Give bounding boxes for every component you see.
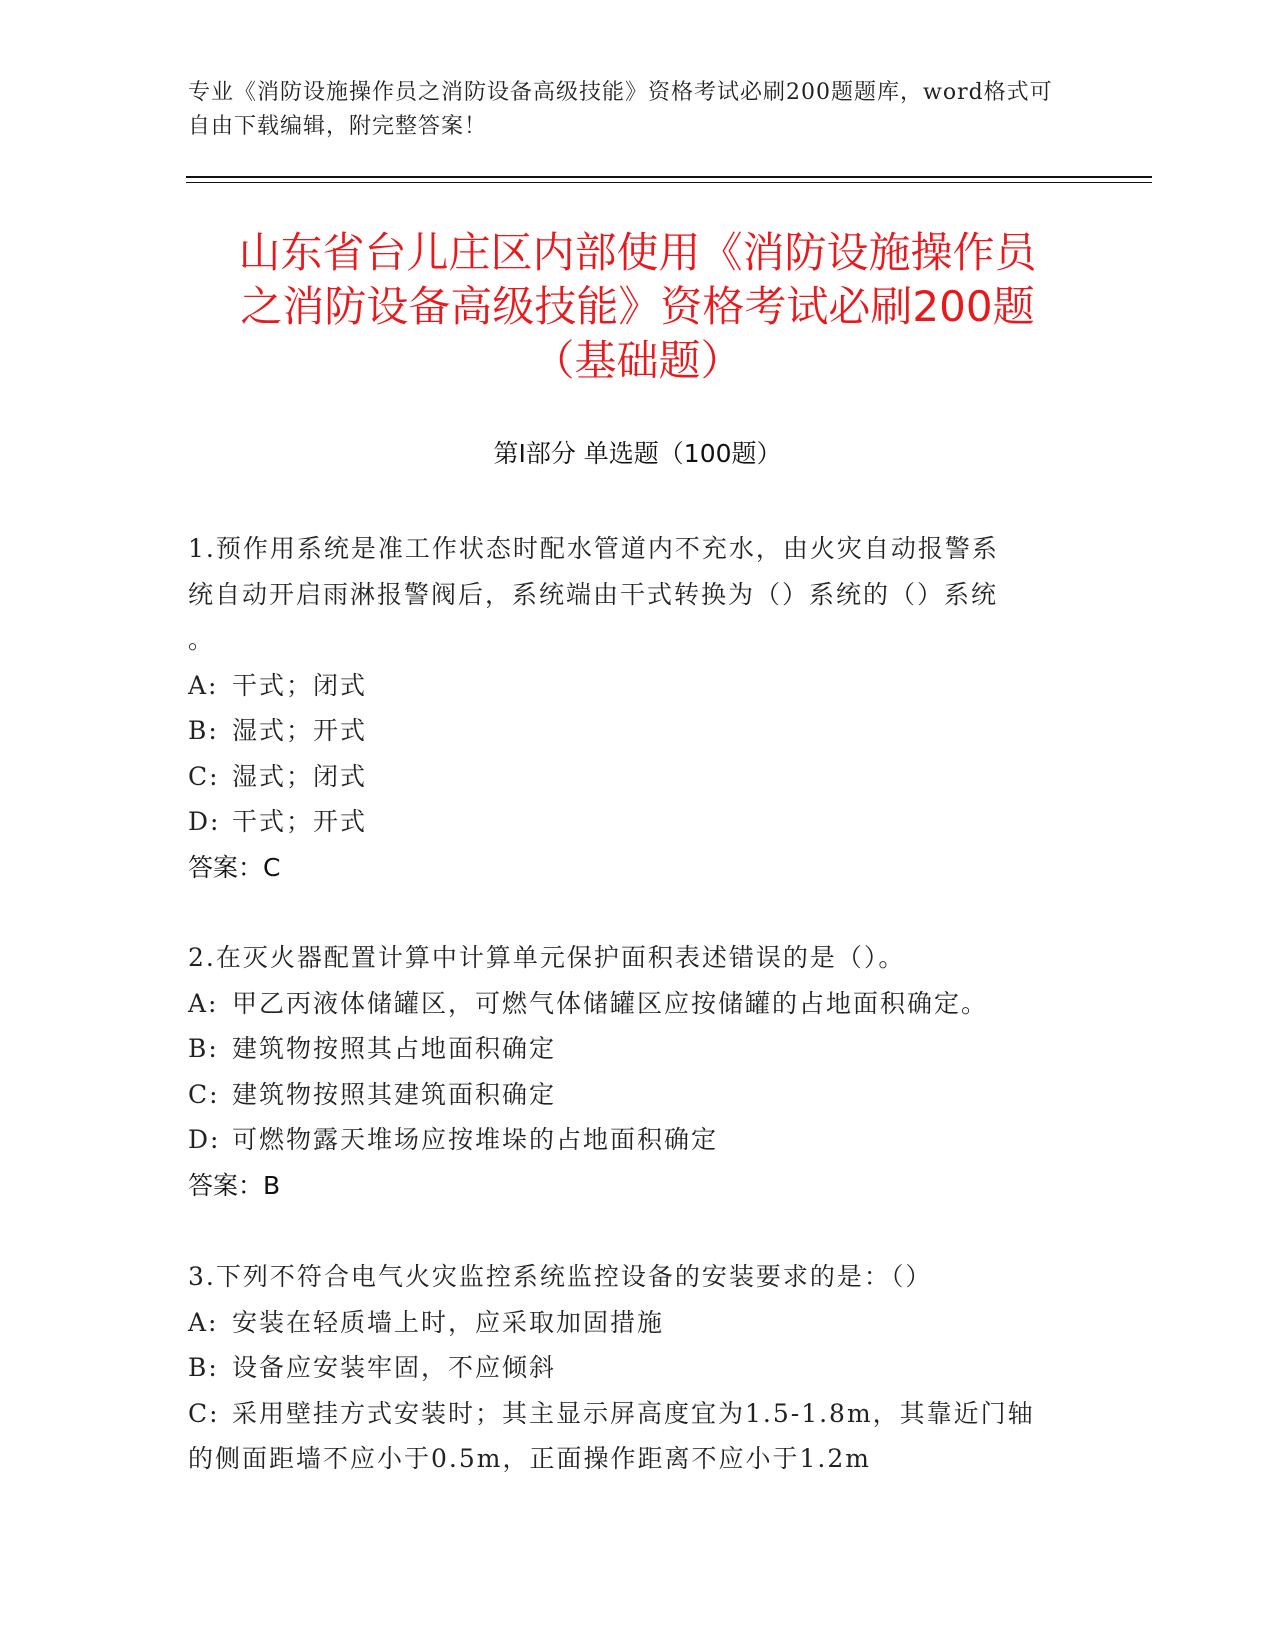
option-key: C: <box>188 761 220 791</box>
option-key: B: <box>188 716 219 745</box>
option-c <box>188 754 1073 800</box>
section-title: 第Ⅰ部分 单选题（100题） <box>493 439 782 468</box>
option-key: B: <box>188 1353 219 1382</box>
title-line-3: （基础题） <box>532 336 743 385</box>
option-key: A: <box>188 670 219 700</box>
answer: 答案：C <box>188 852 281 882</box>
option-text: 湿式；闭式 <box>232 761 368 791</box>
option-key: C: <box>188 1079 220 1109</box>
option-b <box>188 1026 1073 1072</box>
document-title <box>150 226 1125 388</box>
option-text: 采用壁挂方式安装时；其主显示屏高度宜为1.5-1.8m，其靠近门轴 <box>232 1398 1035 1428</box>
question-2 <box>188 935 1073 1208</box>
answer: 答案：B <box>188 1170 281 1200</box>
header-note: 专业《消防设施操作员之消防设备高级技能》资格考试必刷200题题库，word格式可自由下载编辑，附完整答案！ <box>188 80 1053 139</box>
header-rule-thick <box>186 176 1152 178</box>
option-c <box>188 1072 1073 1118</box>
option-key: C: <box>188 1398 220 1428</box>
option-b <box>188 1345 1073 1391</box>
option-text: 安装在轻质墙上时，应采取加固措施 <box>232 1307 665 1337</box>
option-key: B: <box>188 1034 219 1063</box>
option-a <box>188 663 1073 709</box>
option-text: 湿式；开式 <box>232 716 368 745</box>
question-stem-line: 3.下列不符合电气火灾监控系统监控设备的安装要求的是：（） <box>188 1262 933 1291</box>
option-a <box>188 981 1073 1027</box>
question-stem-line: 。 <box>188 625 216 654</box>
option-text: 甲乙丙液体储罐区，可燃气体储罐区应按储罐的占地面积确定。 <box>232 988 989 1018</box>
title-line-2: 之消防设备高级技能》资格考试必刷200题 <box>240 282 1035 331</box>
title-line-1: 山东省台儿庄区内部使用《消防设施操作员 <box>238 228 1037 277</box>
option-d <box>188 1117 1073 1163</box>
question-1 <box>188 526 1073 890</box>
option-key: D: <box>188 1125 221 1154</box>
option-c <box>188 1391 1073 1437</box>
option-text: 干式；开式 <box>232 807 368 836</box>
question-stem-line: 统自动开启雨淋报警阀后，系统端由干式转换为（）系统的（）系统 <box>188 579 999 609</box>
option-text: 可燃物露天堆场应按堆垛的占地面积确定 <box>232 1125 719 1154</box>
option-text: 干式；闭式 <box>232 670 368 700</box>
option-key: D: <box>188 807 221 836</box>
header-rule-thin <box>186 182 1152 183</box>
question-stem-line: 1.预作用系统是准工作状态时配水管道内不充水，由火灾自动报警系 <box>188 534 999 563</box>
option-d <box>188 799 1073 845</box>
option-key: A: <box>188 988 219 1018</box>
question-3 <box>188 1254 1073 1482</box>
option-text: 建筑物按照其占地面积确定 <box>232 1034 557 1063</box>
option-a <box>188 1300 1073 1346</box>
option-b <box>188 708 1073 754</box>
option-key: A: <box>188 1307 219 1337</box>
question-stem-line: 2.在灭火器配置计算中计算单元保护面积表述错误的是（）。 <box>188 943 906 972</box>
option-text: 建筑物按照其建筑面积确定 <box>232 1079 557 1109</box>
option-text: 设备应安装牢固，不应倾斜 <box>232 1353 557 1382</box>
option-c-continuation: 的侧面距墙不应小于0.5m，正面操作距离不应小于1.2m <box>188 1444 871 1473</box>
